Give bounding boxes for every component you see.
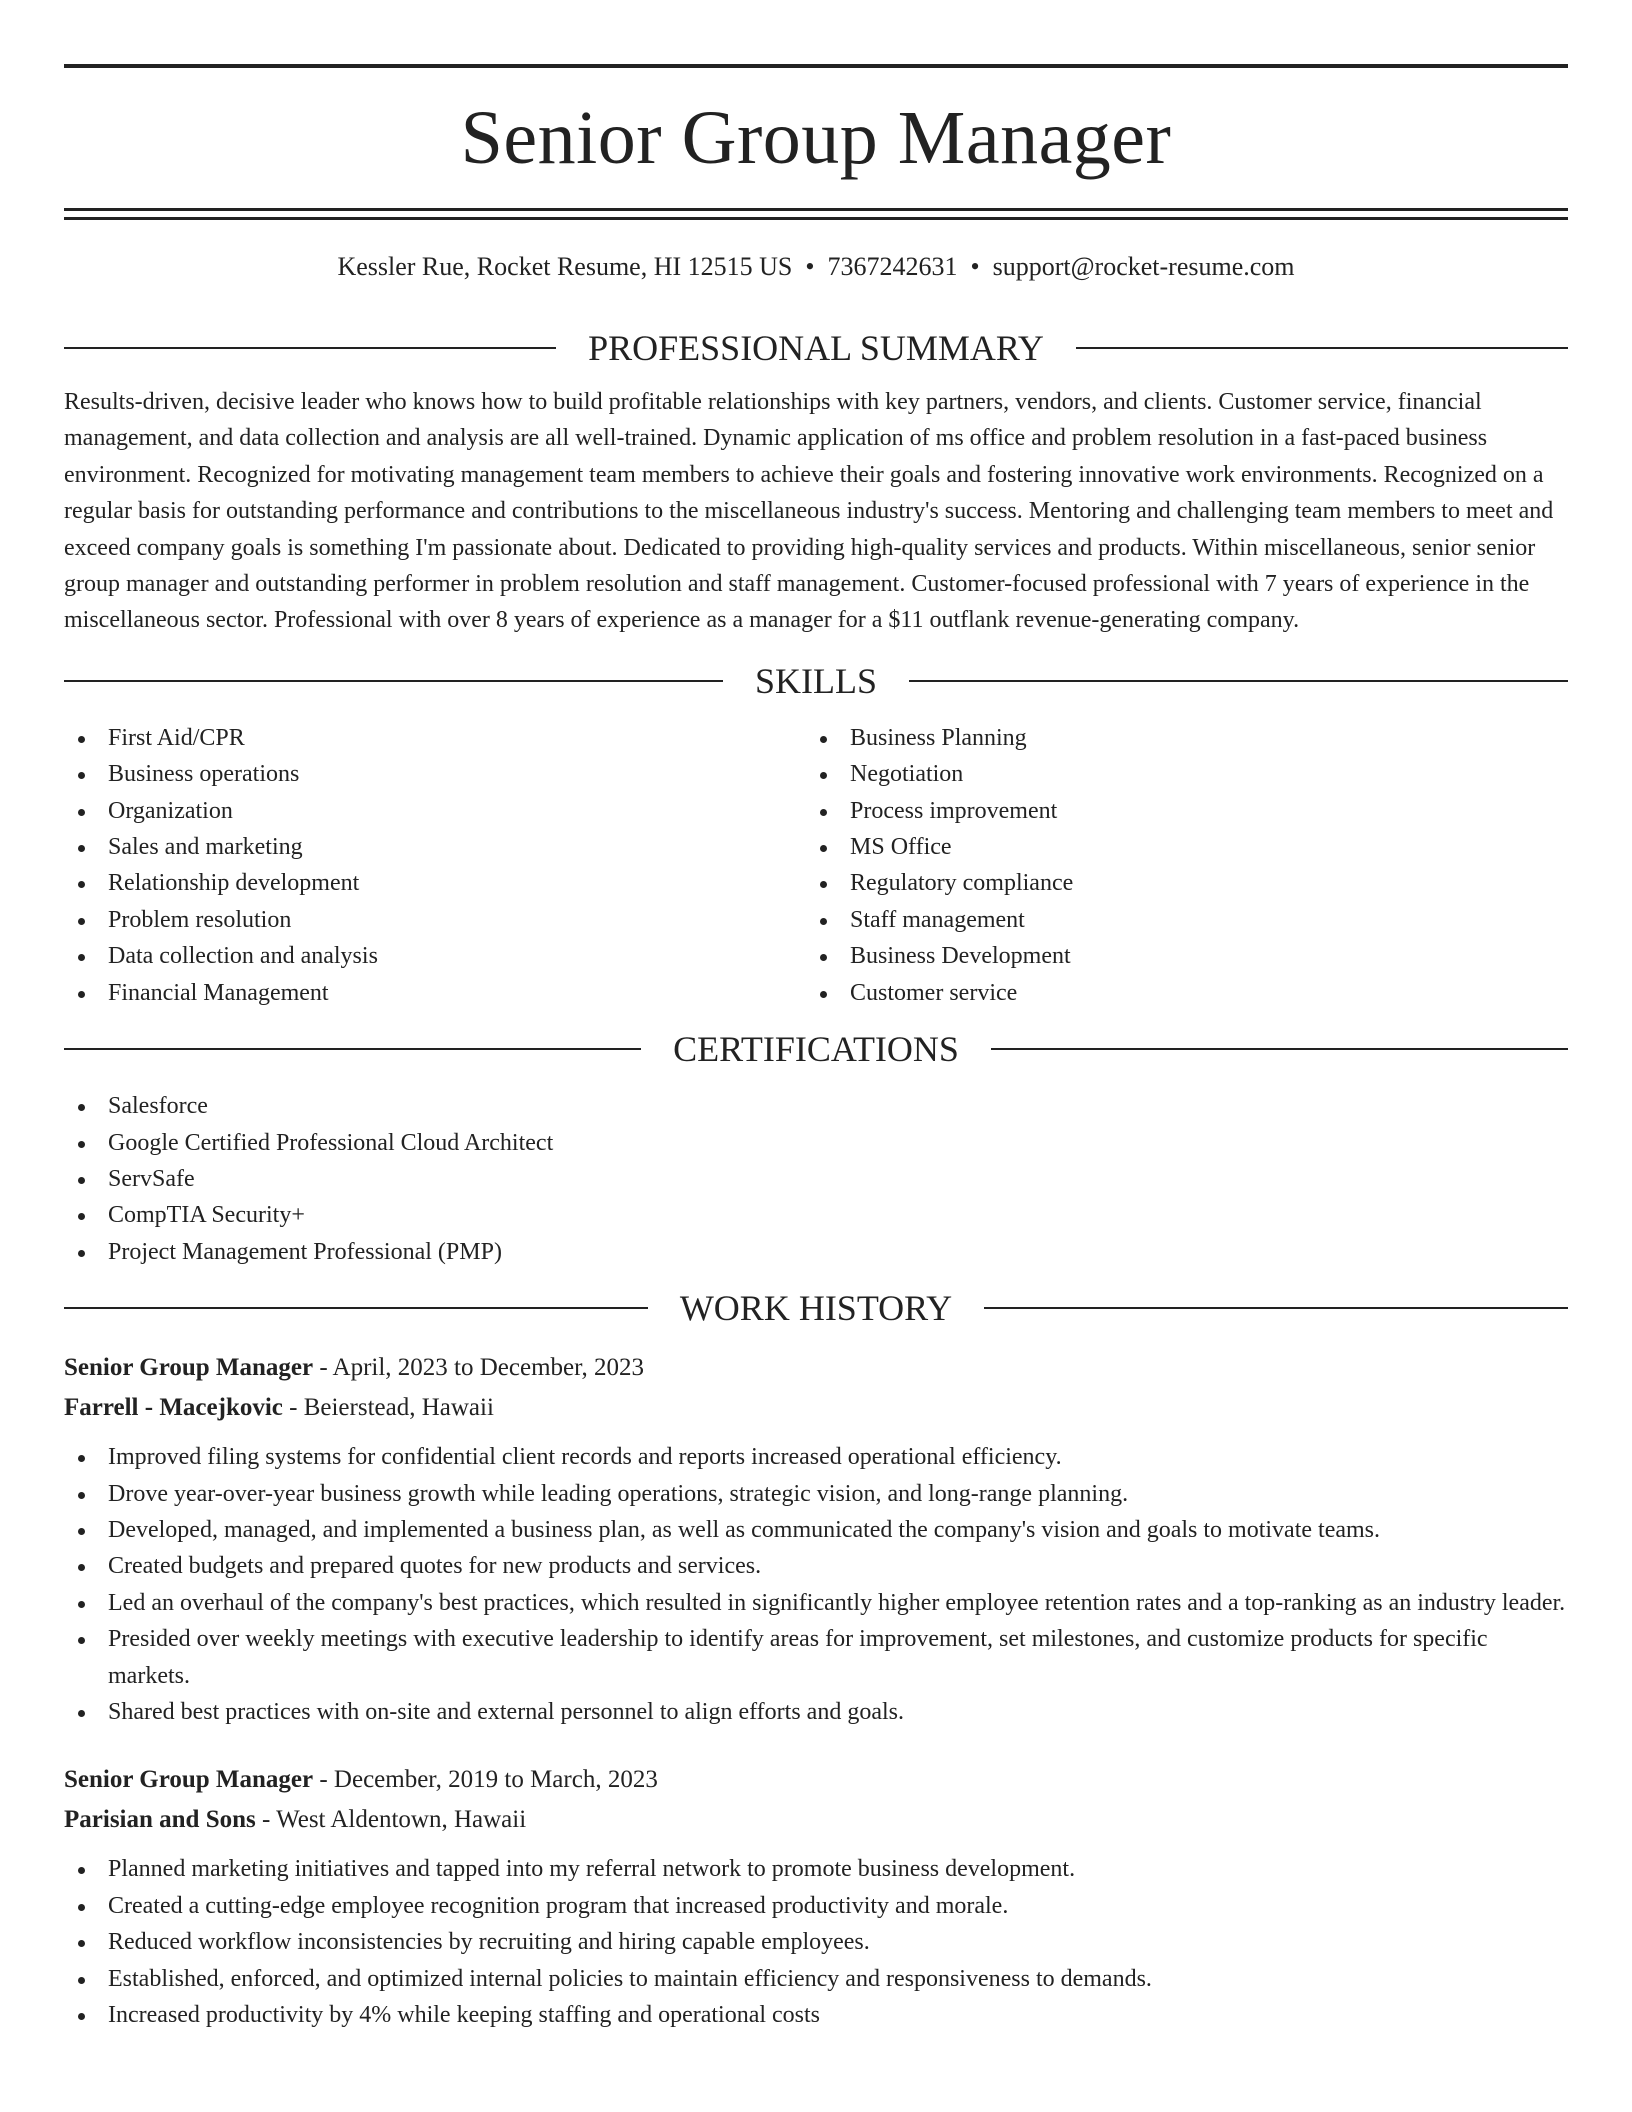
bullet-icon	[78, 845, 85, 852]
bullet-icon	[78, 1250, 85, 1257]
list-item	[64, 1924, 1568, 1960]
heading-rule	[64, 1048, 641, 1050]
list-item	[806, 793, 1548, 829]
list-item	[64, 1851, 1568, 1887]
bullet-icon	[78, 1455, 85, 1462]
job-company: Parisian and Sons	[64, 1806, 256, 1834]
list-item-text: Business operations	[108, 761, 300, 788]
skills-list-right	[806, 720, 1548, 1011]
list-item	[64, 1997, 1568, 2033]
top-rule	[64, 64, 1568, 68]
bullet-icon	[78, 991, 85, 998]
bullet-icon	[78, 1213, 85, 1220]
list-item	[806, 975, 1548, 1011]
bullet-icon	[78, 1904, 85, 1911]
list-item	[64, 1197, 1568, 1233]
bullet-icon	[78, 2013, 85, 2020]
list-item-text: Business Development	[850, 943, 1071, 970]
job-bullets	[64, 1439, 1568, 1730]
list-item	[64, 1888, 1568, 1924]
summary-heading	[64, 328, 1568, 368]
resume-page	[64, 64, 1568, 2033]
list-item-text: Planned marketing initiatives and tapped into my referral network to promote business development.	[108, 1856, 1076, 1883]
list-item	[64, 1548, 1568, 1584]
job-company: Farrell - Macejkovic	[64, 1394, 283, 1422]
list-item	[806, 756, 1548, 792]
bullet-icon	[78, 1637, 85, 1644]
list-item	[64, 1621, 1568, 1694]
list-item	[64, 1125, 1568, 1161]
list-item-text: CompTIA Security+	[108, 1202, 305, 1229]
job-title: Senior Group Manager	[64, 1766, 314, 1794]
bullet-icon	[78, 1977, 85, 1984]
list-item	[806, 720, 1548, 756]
list-item	[64, 902, 806, 938]
job-entry	[64, 1348, 1568, 1730]
list-item	[64, 1694, 1568, 1730]
list-item	[806, 829, 1548, 865]
list-item	[806, 902, 1548, 938]
job-dates: - December, 2019 to March, 2023	[313, 1766, 658, 1794]
bullet-icon	[820, 809, 827, 816]
bullet-icon	[78, 1564, 85, 1571]
list-item-text: Improved filing systems for confidential client records and reports increased operational efficiency.	[108, 1444, 1062, 1471]
list-item-text: Data collection and analysis	[108, 943, 378, 970]
list-item	[64, 1512, 1568, 1548]
skills-columns	[64, 720, 1568, 1011]
bullet-icon	[820, 918, 827, 925]
contact-phone: 7367242631	[827, 252, 958, 281]
contact-line	[64, 254, 1568, 284]
bullet-icon	[820, 881, 827, 888]
list-item	[64, 1585, 1568, 1621]
summary-text: Results-driven, decisive leader who knows how to build profitable relationships with key partners, vendors, and clients. Customer service, financial management, and data collection and analysis are all well-trained. Dynamic application of ms office and problem resolution in a fast-paced business environment. Recognized for motivating management team members to achieve their goals and fostering innovative work environments. Recognized on a regular basis for outstanding performance and contributions to the miscellaneous industry's success. Mentoring and challenging team members to meet and exceed company goals is something I'm passionate about. Dedicated to providing high-quality services and products. Within miscellaneous, senior senior group manager and outstanding performer in problem resolution and staff management. Customer-focused professional with 7 years of experience in the miscellaneous sector. Professional with over 8 years of experience as a manager for a $11 outflank revenue-generating company.	[64, 389, 1554, 634]
contact-address: Kessler Rue, Rocket Resume, HI 12515 US	[337, 252, 793, 281]
bullet-icon	[78, 1528, 85, 1535]
bullet-icon	[820, 845, 827, 852]
list-item-text: Led an overhaul of the company's best practices, which resulted in significantly higher employee retention rates and a top-ranking as an industry leader.	[108, 1589, 1566, 1616]
list-item-text: Project Management Professional (PMP)	[108, 1238, 502, 1265]
bullet-icon	[820, 991, 827, 998]
list-item-text: Reduced workflow inconsistencies by recruiting and hiring capable employees.	[108, 1929, 870, 1956]
certifications-list	[64, 1088, 1568, 1270]
bullet-icon	[78, 772, 85, 779]
list-item	[64, 756, 806, 792]
bullet-icon	[820, 772, 827, 779]
job-company-line	[64, 1388, 1568, 1428]
bullet-icon	[78, 1710, 85, 1717]
bullet-icon	[78, 1141, 85, 1148]
summary-heading-label: PROFESSIONAL SUMMARY	[588, 328, 1044, 368]
job-title: Senior Group Manager	[64, 1354, 314, 1382]
title-double-rule	[64, 208, 1568, 220]
certifications-heading	[64, 1029, 1568, 1069]
bullet-icon	[78, 881, 85, 888]
skills-heading	[64, 661, 1568, 701]
list-item	[806, 865, 1548, 901]
heading-rule	[984, 1307, 1568, 1309]
bullet-icon	[78, 918, 85, 925]
list-item-text: Organization	[108, 797, 233, 824]
list-item	[64, 720, 806, 756]
list-item	[64, 865, 806, 901]
list-item-text: Sales and marketing	[108, 834, 303, 861]
list-item	[64, 793, 806, 829]
bullet-icon	[78, 736, 85, 743]
job-title-line	[64, 1760, 1568, 1800]
contact-email: support@rocket-resume.com	[992, 252, 1295, 281]
list-item	[64, 938, 806, 974]
list-item-text: First Aid/CPR	[108, 724, 245, 751]
list-item-text: Regulatory compliance	[850, 870, 1074, 897]
heading-rule	[64, 347, 556, 349]
list-item-text: Created budgets and prepared quotes for new products and services.	[108, 1553, 762, 1580]
heading-rule	[991, 1048, 1568, 1050]
bullet-icon	[78, 954, 85, 961]
bullet-icon	[820, 736, 827, 743]
list-item-text: Process improvement	[850, 797, 1058, 824]
bullet-icon	[78, 1104, 85, 1111]
list-item-text: Staff management	[850, 906, 1025, 933]
bullet-icon	[78, 1601, 85, 1608]
list-item-text: Established, enforced, and optimized internal policies to maintain efficiency and responsiveness to demands.	[108, 1965, 1152, 1992]
job-location: - West Aldentown, Hawaii	[255, 1806, 527, 1834]
list-item-text: Drove year-over-year business growth while leading operations, strategic vision, and long-range planning.	[108, 1480, 1129, 1507]
list-item-text: ServSafe	[108, 1165, 195, 1192]
work-history-heading-label: WORK HISTORY	[679, 1288, 953, 1329]
list-item-text: Financial Management	[108, 979, 329, 1006]
list-item-text: Negotiation	[850, 761, 964, 788]
job-entry	[64, 1760, 1568, 2033]
list-item-text: MS Office	[850, 834, 952, 861]
list-item-text: Business Planning	[850, 724, 1027, 751]
list-item-text: Salesforce	[108, 1093, 208, 1120]
skills-list-left	[64, 720, 806, 1011]
heading-rule	[64, 1307, 648, 1309]
contact-separator: •	[970, 252, 980, 281]
certifications-heading-label: CERTIFICATIONS	[673, 1029, 959, 1070]
list-item-text: Google Certified Professional Cloud Architect	[108, 1129, 554, 1156]
bullet-icon	[78, 1867, 85, 1874]
list-item-text: Created a cutting-edge employee recognition program that increased productivity and morale.	[108, 1892, 1009, 1919]
bullet-icon	[78, 1177, 85, 1184]
list-item-text: Customer service	[850, 979, 1018, 1006]
list-item	[64, 975, 806, 1011]
skills-heading-label: SKILLS	[755, 660, 878, 701]
list-item	[64, 1439, 1568, 1475]
heading-rule	[64, 680, 723, 682]
list-item	[64, 829, 806, 865]
list-item	[64, 1161, 1568, 1197]
list-item-text: Shared best practices with on-site and external personnel to align efforts and goals.	[108, 1698, 904, 1725]
list-item-text: Relationship development	[108, 870, 360, 897]
job-dates: - April, 2023 to December, 2023	[313, 1354, 644, 1382]
list-item-text: Developed, managed, and implemented a business plan, as well as communicated the company's vision and goals to motivate teams.	[108, 1516, 1380, 1543]
contact-separator: •	[805, 252, 815, 281]
job-title-line	[64, 1348, 1568, 1388]
list-item	[64, 1088, 1568, 1124]
job-bullets	[64, 1851, 1568, 2033]
bullet-icon	[78, 809, 85, 816]
bullet-icon	[78, 1492, 85, 1499]
bullet-icon	[78, 1940, 85, 1947]
bullet-icon	[820, 954, 827, 961]
list-item	[64, 1234, 1568, 1270]
list-item	[806, 938, 1548, 974]
job-location: - Beierstead, Hawaii	[282, 1394, 494, 1422]
work-history-heading	[64, 1288, 1568, 1328]
resume-title: Senior Group Manager	[460, 96, 1172, 180]
job-company-line	[64, 1800, 1568, 1840]
list-item-text: Increased productivity by 4% while keeping staffing and operational costs	[108, 2002, 821, 2028]
heading-rule	[909, 680, 1568, 682]
heading-rule	[1076, 347, 1568, 349]
list-item-text: Presided over weekly meetings with executive leadership to identify areas for improvement, set milestones, and customize products for specific markets.	[108, 1626, 1488, 1689]
list-item	[64, 1961, 1568, 1997]
list-item-text: Problem resolution	[108, 906, 292, 933]
list-item	[64, 1476, 1568, 1512]
